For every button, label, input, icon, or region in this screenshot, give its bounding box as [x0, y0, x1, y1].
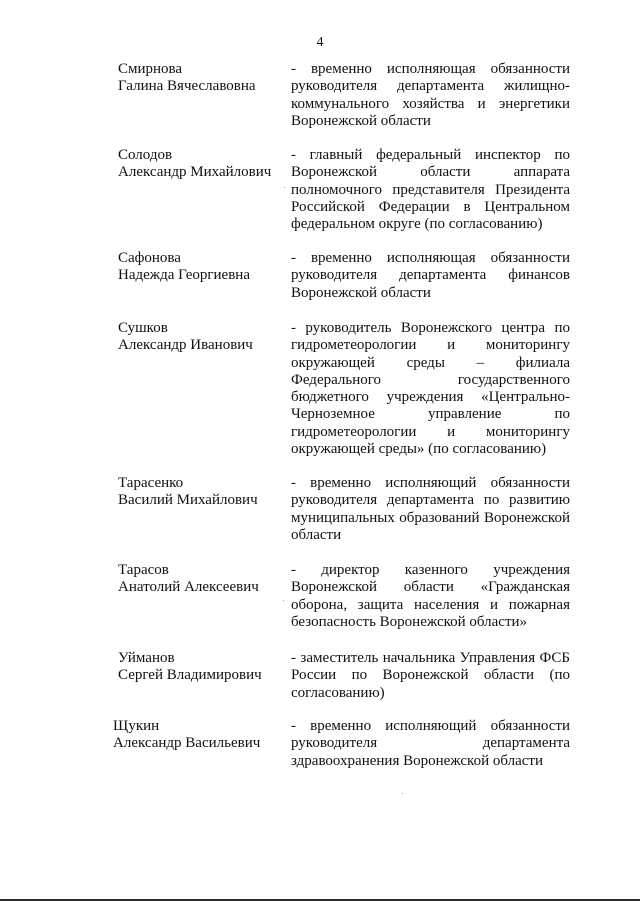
- member-position: - руководитель Воронежского центра по гидрометеорологии и мониторингу окружающей среды – филиала Федерального государственного бюджетного учреждения «Центрально-Черноземное управление по гидрометеорологии и мониторингу окружающей среды» (по согласованию): [291, 320, 570, 458]
- member-full-name: [118, 147, 283, 181]
- member-surname: Щукин: [113, 718, 160, 734]
- member-position: - временно исполняющая обязанности руководителя департамента финансов Воронежской области: [291, 250, 570, 301]
- member-full-name: [118, 61, 283, 95]
- member-given-names: Александр Васильевич: [113, 735, 261, 751]
- member-surname: Смирнова: [118, 61, 183, 77]
- member-given-names: Анатолий Алексеевич: [118, 579, 259, 595]
- member-position: - директор казенного учреждения Воронежской области «Гражданская оборона, защита населения и пожарная безопасность Воронежской области»: [291, 562, 570, 630]
- member-given-names: Галина Вячеславовна: [118, 78, 256, 94]
- member-surname: Уйманов: [118, 650, 175, 666]
- scan-speck: [402, 793, 403, 794]
- member-full-name: [118, 250, 283, 284]
- scan-speck: [283, 600, 284, 601]
- member-full-name: [118, 320, 283, 354]
- page-number: 4: [316, 35, 324, 50]
- member-full-name: [118, 650, 283, 684]
- member-position: - временно исполняющий обязанности руководителя департамента здравоохранения Воронежской области: [291, 718, 570, 769]
- member-given-names: Александр Михайлович: [118, 164, 272, 180]
- member-given-names: Надежда Георгиевна: [118, 267, 250, 283]
- member-given-names: Сергей Владимирович: [118, 667, 262, 683]
- member-surname: Тарасенко: [118, 475, 184, 491]
- member-surname: Тарасов: [118, 562, 169, 578]
- member-position: - главный федеральный инспектор по Воронежской области аппарата полномочного представителя Президента Российской Федерации в Центральном федеральном округе (по согласованию): [291, 147, 570, 233]
- member-full-name: [118, 562, 283, 596]
- member-full-name: [118, 475, 283, 509]
- member-given-names: Александр Иванович: [118, 337, 253, 353]
- member-position: - заместитель начальника Управления ФСБ России по Воронежской области (по согласованию): [291, 650, 570, 701]
- member-surname: Сушков: [118, 320, 168, 336]
- member-position: - временно исполняющий обязанности руководителя департамента по развитию муниципальных образований Воронежской области: [291, 475, 570, 543]
- member-surname: Солодов: [118, 147, 173, 163]
- member-position: - временно исполняющая обязанности руководителя департамента жилищно-коммунального хозяйства и энергетики Воронежской области: [291, 61, 570, 129]
- scan-speck: [284, 187, 285, 188]
- member-given-names: Василий Михайлович: [118, 492, 258, 508]
- member-surname: Сафонова: [118, 250, 181, 266]
- member-full-name: [113, 718, 278, 752]
